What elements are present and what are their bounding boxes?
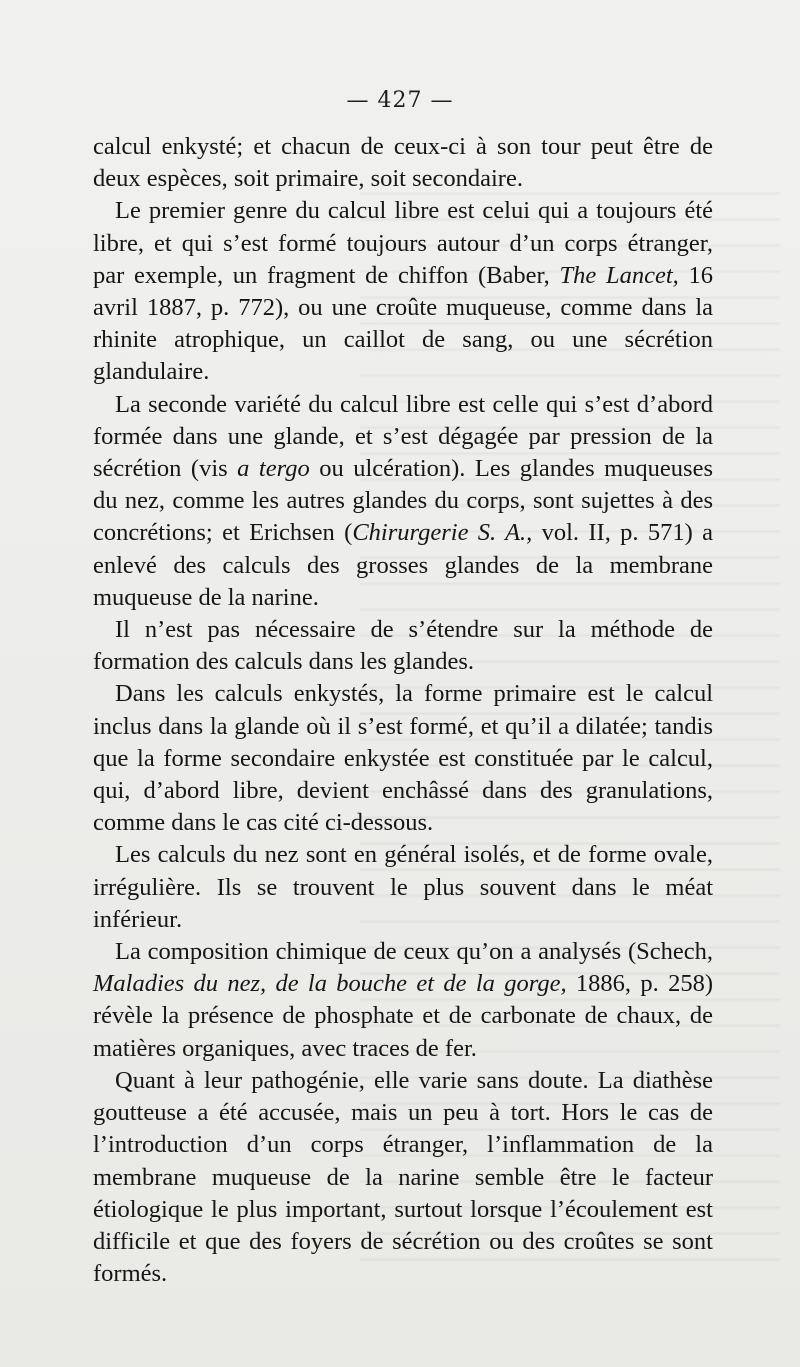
latin-phrase: a tergo (237, 455, 310, 483)
paragraph-8 (93, 1065, 713, 1290)
paragraph-6 (93, 839, 713, 936)
paragraph-5 (93, 678, 713, 839)
paragraph-4 (93, 614, 713, 678)
paragraph-text: Il n’est pas nécessaire de s’étendre sur la méthode de formation des calculs dans les glandes. (93, 616, 713, 676)
paragraph-text: calcul enkysté; et chacun de ceux-ci à son tour peut être de deux espèces, soit primaire, soit secondaire. (93, 133, 713, 193)
book-title: Chirurgerie S. A., (352, 519, 533, 547)
paragraph-text: Le premier genre du calcul libre est celui qui a toujours été libre, et qui s’est formé toujours autour d’un corps étranger, par exemple, un fragment de chiffon (Baber, (93, 197, 713, 289)
paragraph-2 (93, 195, 713, 388)
journal-title: The Lancet, (559, 261, 679, 289)
body-text (93, 131, 713, 1290)
paragraph-7 (93, 936, 713, 1065)
paragraph-text: 1886, p. 258) révèle la présence de phosphate et de carbonate de chaux, de matières organiques, avec traces de fer. (93, 970, 713, 1062)
paragraph-1 (93, 131, 713, 195)
paragraph-text: La composition chimique de ceux qu’on a analysés (Schech, (115, 938, 713, 966)
paragraph-text: La seconde variété du calcul libre est celle qui s’est d’abord formée dans une glande, et s’est dégagée par pression de la sécrétion (vis (93, 390, 713, 483)
paragraph-text: Quant à leur pathogénie, elle varie sans doute. La diathèse goutteuse a été accusée, mais un peu à tort. Hors le cas de l’introduction d’un corps étranger, l’inflammation de la membrane muqueuse de la narine semble être le facteur étiologique le plus important, surtout lorsque l’écoulement est difficile et que des foyers de sécrétion ou des croûtes se sont formés. (93, 1066, 713, 1288)
paragraph-text: 16 avril 1887, p. 772), ou une croûte muqueuse, comme dans la rhinite atrophique, un caillot de sang, ou une sécrétion glandulaire. (93, 261, 713, 386)
book-title: Maladies du nez, de la bouche et de la gorge, (93, 970, 567, 998)
paragraph-3 (93, 389, 713, 614)
paragraph-text: Les calculs du nez sont en général isolés, et de forme ovale, irrégulière. Ils se trouvent le plus souvent dans le méat inférieur. (93, 841, 713, 933)
page-number: — 427 — (346, 88, 454, 113)
paragraph-text: Dans les calculs enkystés, la forme primaire est le calcul inclus dans la glande où il s’est formé, et qu’il a dilatée; tandis que la forme secondaire enkystée est constituée par le calcul, qui, d’abord libre, devient enchâssé dans des granulations, comme dans le cas cité ci-dessous. (93, 680, 713, 837)
paragraph-text: ou ulcération). Les glandes muqueuses du nez, comme les autres glandes du corps, sont sujettes à des concrétions; et Erichsen ( (93, 455, 713, 547)
paragraph-text: vol. II, p. 571) a enlevé des calculs des grosses glandes de la membrane muqueuse de la narine. (93, 519, 713, 611)
